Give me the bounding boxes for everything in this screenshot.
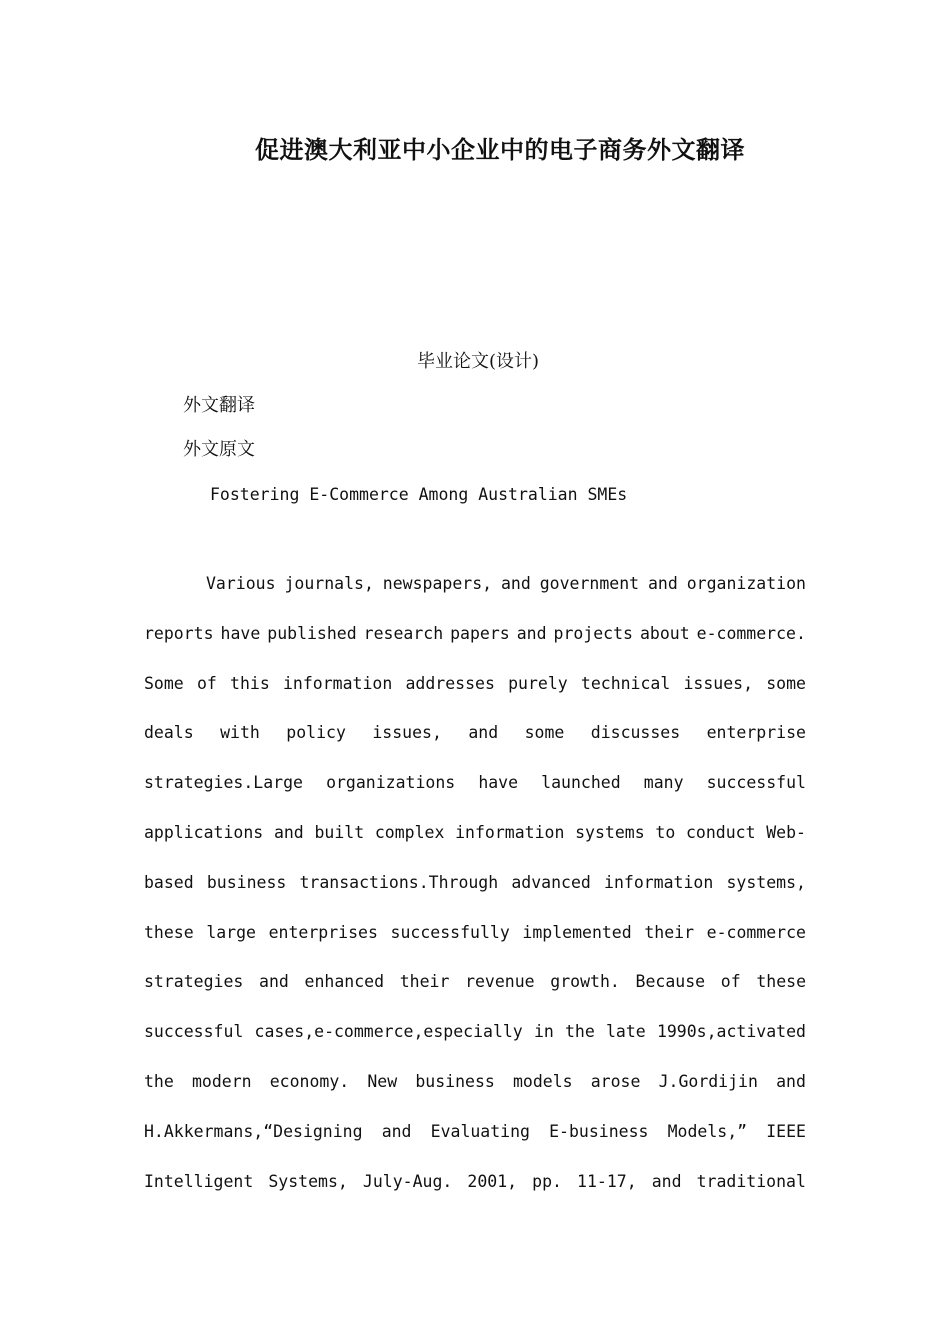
body-word: applications [144,822,264,842]
document-subtitle: 毕业论文(设计) [416,351,540,372]
body-word: published [267,623,357,643]
body-word: Some [144,673,184,693]
body-word: New [367,1071,398,1091]
body-word: late [606,1022,646,1042]
body-word: transactions.Through [299,872,499,892]
body-word: Because [635,972,706,992]
body-word: and [259,972,289,992]
body-word: Various [206,574,276,593]
body-word: complex [374,822,445,842]
body-word: growth. [550,972,620,992]
section-label-original: 外文原文 [183,439,255,460]
body-word: IEEE [766,1121,806,1141]
body-word: and [381,1121,412,1141]
body-word: purely [508,673,568,693]
body-word: journals, [284,574,374,593]
body-word: issues, [683,673,754,693]
body-word: e-commerce [706,922,806,942]
body-word: organization [686,574,806,593]
body-word: economy. [269,1071,350,1091]
body-word: implemented [522,922,632,942]
body-word: business [415,1071,495,1091]
body-word: issues, [372,723,442,743]
body-word: H.Akkermans,“Designing [144,1121,363,1141]
body-word: information [282,673,393,693]
body-word: systems, [726,872,806,892]
body-line [144,870,806,920]
body-line [144,1169,806,1219]
body-word: strategies [144,972,244,992]
body-word: these [756,972,806,992]
body-word: arose [590,1071,641,1091]
body-line [144,720,806,770]
body-word: in [533,1022,554,1042]
body-word: research [363,623,444,643]
body-word: government [539,574,640,593]
english-article-title: Fostering E-Commerce Among Australian SMEs [210,485,628,504]
body-line [144,969,806,1019]
body-line [144,1119,806,1169]
body-word: projects [553,623,633,643]
body-word: many [643,773,684,793]
body-word: and [651,1171,682,1191]
body-word: information [455,822,565,842]
body-line [144,1069,806,1119]
body-line [144,820,806,870]
body-word: business [206,872,287,892]
body-line [144,770,806,820]
document-title: 促进澳大利亚中小企业中的电子商务外文翻译 [255,136,745,164]
body-word: J.Gordijin [658,1071,758,1091]
body-line [144,621,806,671]
body-word: information [604,872,714,892]
body-word: 1990s,activated [656,1022,806,1042]
body-line [144,671,806,721]
body-word: large [206,922,256,942]
body-word: successful [706,773,806,793]
body-word: and [776,1071,806,1091]
body-word: conduct [685,822,756,842]
body-word: e-commerce. [696,623,806,643]
body-word: and [648,574,678,593]
body-word: addresses [405,673,495,693]
body-word: modern [191,1071,252,1091]
body-word: strategies.Large [144,773,303,793]
body-word: and [468,723,499,743]
body-word: some [766,673,806,693]
body-word: enhanced [304,972,385,992]
body-word: about [639,623,690,643]
body-paragraph [144,571,806,1218]
body-word: these [144,922,194,942]
body-word: systems [575,822,645,842]
body-word: enterprise [706,723,806,743]
body-word: deals [144,723,194,743]
body-word: organizations [326,773,456,793]
body-word: Models,” [667,1121,748,1141]
body-word: cases,e-commerce,especially [254,1022,523,1042]
body-word: papers [450,623,510,643]
body-word: have [220,623,261,643]
body-word: and [501,574,531,593]
body-word: 2001, [467,1171,518,1191]
body-line [144,571,806,621]
body-word: advanced [511,872,591,892]
body-word: enterprises [268,922,378,942]
body-word: some [524,723,565,743]
body-word: Web- [766,822,806,842]
body-word: revenue [465,972,535,992]
body-word: of [720,972,741,992]
body-word: this [230,673,270,693]
body-word: launched [541,773,621,793]
body-word: successfully [390,922,510,942]
body-word: pp. [532,1171,562,1191]
body-word: built [314,822,365,842]
body-word: based [144,872,194,892]
body-word: of [196,673,217,693]
body-word: and [516,623,547,643]
body-word: and [273,822,304,842]
body-line [144,1019,806,1069]
body-word: traditional [696,1171,806,1191]
body-word: their [644,922,694,942]
body-word: to [655,822,676,842]
body-word: Systems, [268,1171,348,1191]
body-word: 11-17, [577,1171,637,1191]
body-word: the [565,1022,595,1042]
body-word: their [399,972,450,992]
body-word: Intelligent [144,1171,254,1191]
body-word: Evaluating [430,1121,530,1141]
body-word: with [220,723,260,743]
body-word: have [478,773,519,793]
body-word: E-business [549,1121,649,1141]
body-word: the [144,1071,174,1091]
body-word: models [512,1071,573,1091]
body-word: successful [144,1022,244,1042]
body-line [144,920,806,970]
body-word: discusses [590,723,681,743]
body-word: technical [580,673,671,693]
body-word: reports [144,623,214,643]
section-label-translation: 外文翻译 [183,395,255,416]
body-word: policy [286,723,346,743]
body-word: July-Aug. [362,1171,453,1191]
body-word: newspapers, [382,574,493,593]
